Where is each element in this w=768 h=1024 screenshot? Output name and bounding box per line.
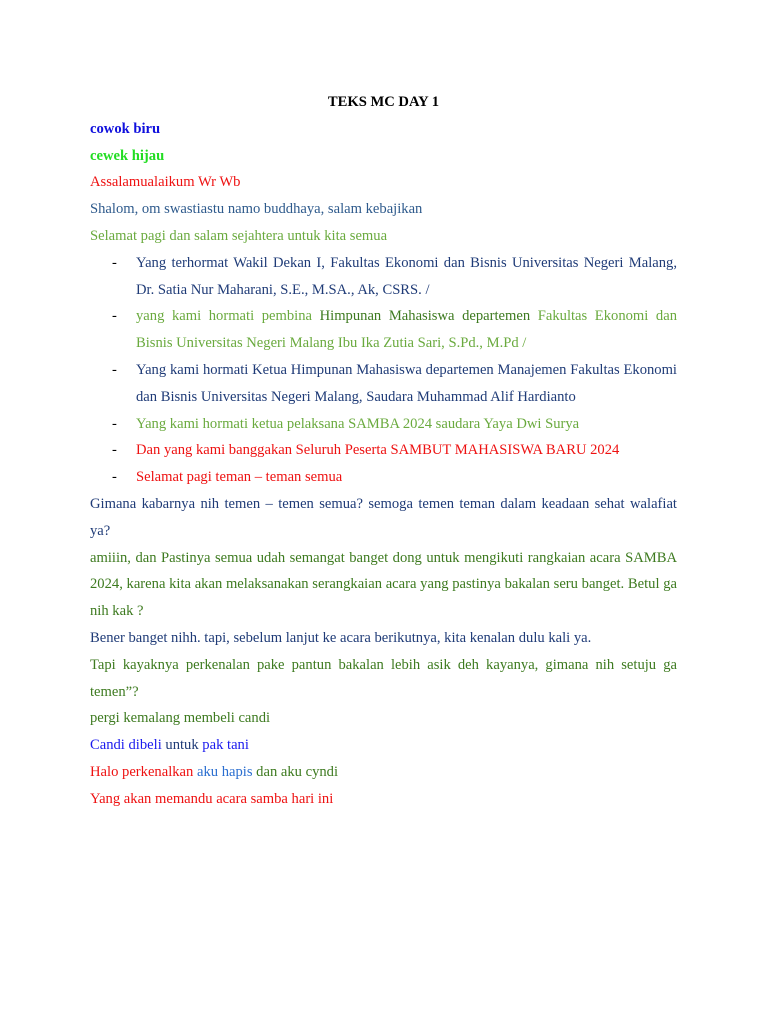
bullet-marker: - (112, 442, 117, 459)
role-female-label: cewek hijau (90, 147, 165, 164)
intro-line (90, 759, 677, 786)
paragraph-how-are-you: Gimana kabarnya nih temen – temen semua? semoga temen teman dalam keadaan sehat walafiat ya? (90, 495, 677, 539)
bullet-marker: - (112, 469, 117, 486)
list-item (90, 303, 677, 357)
pantun-line-2-part: untuk (165, 737, 199, 754)
list-item-text: Yang kami hormati ketua pelaksana SAMBA 2024 saudara Yaya Dwi Surya (136, 415, 580, 432)
list-item-text-part: yang kami hormati pembina (136, 308, 320, 325)
pantun-line-2-part: Candi dibeli (90, 737, 166, 754)
list-item (90, 464, 677, 491)
pantun-line-2 (90, 732, 677, 759)
role-male-label: cowok biru (90, 120, 161, 137)
salutation-list (90, 250, 677, 491)
greeting-interfaith: Shalom, om swastiastu namo buddhaya, salam kebajikan (90, 201, 423, 218)
bullet-marker: - (112, 415, 117, 432)
list-item (90, 357, 677, 411)
paragraph-pantun-lead: Tapi kayaknya perkenalan pake pantun bakalan lebih asik deh kayanya, gimana nih setuju ga temen”? (90, 656, 677, 700)
list-item (90, 437, 677, 464)
list-item-text-part: Fakultas Ekonomi dan Bisnis Universitas Negeri Malang Ibu Ika Zutia Sari, S.Pd., M.Pd / (136, 308, 677, 352)
intro-line-part: dan aku cyndi (252, 763, 339, 780)
list-item-text: Yang kami hormati Ketua Himpunan Mahasiswa departemen Manajemen Fakultas Ekonomi dan Bisnis Universitas Negeri Malang, Saudara Muhammad Alif Hardianto (136, 361, 677, 405)
pantun-line-2-part: pak tani (198, 737, 249, 754)
list-item-text: Selamat pagi teman – teman semua (136, 469, 343, 486)
document-title: TEKS MC DAY 1 (327, 94, 440, 110)
list-item (90, 250, 677, 304)
list-item-text: Yang terhormat Wakil Dekan I, Fakultas Ekonomi dan Bisnis Universitas Negeri Malang, Dr. Satia Nur Maharani, S.E., M.SA., Ak, CSRS. / (136, 254, 677, 298)
paragraph-enthusiasm: amiiin, dan Pastinya semua udah semangat banget dong untuk mengikuti rangkaian acara SAMBA 2024, karena kita akan melaksanakan serangkaian acara yang pastinya bakalan seru banget. Betul ga nih kak ? (90, 549, 677, 620)
intro-line-part: Halo perkenalkan (90, 763, 197, 780)
bullet-marker: - (112, 308, 117, 325)
closing-line: Yang akan memandu acara samba hari ini (90, 790, 334, 807)
bullet-marker: - (112, 254, 117, 271)
pantun-line-1: pergi kemalang membeli candi (90, 710, 271, 727)
document-body (90, 89, 677, 813)
bullet-marker: - (112, 361, 117, 378)
intro-line-part: aku hapis (196, 763, 253, 780)
list-item-text: Dan yang kami banggakan Seluruh Peserta SAMBUT MAHASISWA BARU 2024 (136, 442, 620, 459)
paragraph-introduction-lead: Bener banget nihh. tapi, sebelum lanjut ke acara berikutnya, kita kenalan dulu kali ya. (90, 629, 592, 646)
list-item (90, 411, 677, 438)
greeting-islamic: Assalamualaikum Wr Wb (90, 174, 241, 191)
list-item-text-part: Himpunan Mahasiswa departemen (319, 308, 538, 325)
greeting-morning: Selamat pagi dan salam sejahtera untuk kita semua (90, 227, 388, 244)
